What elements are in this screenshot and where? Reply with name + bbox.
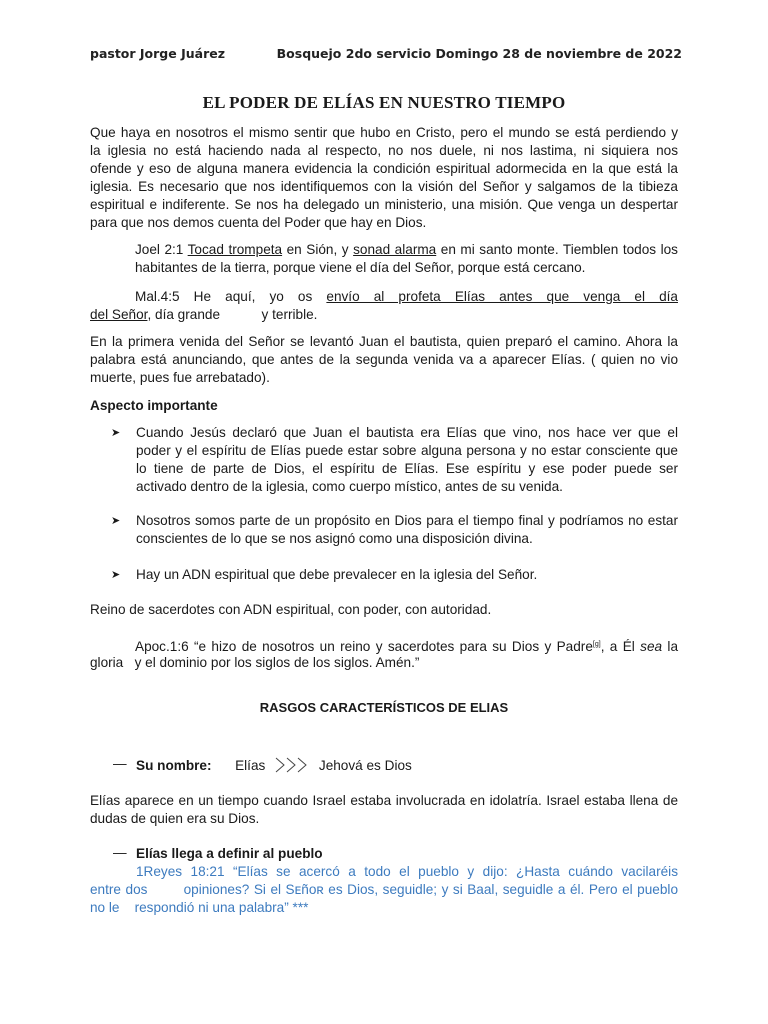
text-line: no le respondió ni una palabra” *** xyxy=(90,900,309,915)
nombre-elias: Elías xyxy=(235,758,266,773)
text-line xyxy=(90,306,678,324)
su-nombre-label: Su nombre: xyxy=(136,758,212,773)
bullet-item-3 xyxy=(136,566,678,584)
underlined-text: del Señor xyxy=(90,307,148,322)
malaquias-quote-line1 xyxy=(135,288,678,306)
verse-reference: Mal.4:5 He aquí, yo os xyxy=(135,289,327,304)
dash-bullet-icon: — xyxy=(113,756,127,771)
text-span: , a Él xyxy=(600,639,641,654)
text-line: Elías aparece en un tiempo cuando Israel estaba involucrada en idolatría. Israel estaba llena de xyxy=(90,793,678,808)
arrow-bullet-icon: ➤ xyxy=(111,515,121,527)
dash-bullet-icon: — xyxy=(113,845,127,860)
text-span: en mi santo monte. Tiemblen todos los xyxy=(436,242,678,257)
reyes-quote-line1 xyxy=(136,863,678,881)
text-line: habitantes de la tierra, porque viene el día del Señor, porque está cercano. xyxy=(135,260,586,275)
text-line: Que haya en nosotros el mismo sentir que hubo en Cristo, pero el mundo se está perdiendo y xyxy=(90,125,678,140)
underlined-text: Tocad trompeta xyxy=(187,242,283,257)
malaquias-quote-line2 xyxy=(90,306,678,324)
text-line: para que nos demos cuenta del Poder que hay en Dios. xyxy=(90,215,427,230)
triple-chevron-icon xyxy=(275,756,309,774)
arrow-bullet-icon: ➤ xyxy=(111,427,121,439)
arrow-bullet-icon: ➤ xyxy=(111,569,121,581)
text-line: poder y el espíritu de Elías puede estar sobre alguna persona y no estar consciente que xyxy=(136,443,678,458)
nombre-significado: Jehová es Dios xyxy=(318,758,412,773)
intro-paragraph xyxy=(90,124,678,232)
text-line: la iglesia no está haciendo nada al respecto, no nos duele, ni nos lastima, ni siquiera nos xyxy=(90,143,678,158)
document-title: EL PODER DE ELÍAS EN NUESTRO TIEMPO xyxy=(202,93,566,112)
apocalipsis-quote-line1 xyxy=(135,636,678,656)
footnote-marker: [g] xyxy=(592,641,601,648)
underlined-text: sonad alarma xyxy=(353,242,437,257)
text-span: la xyxy=(662,639,679,654)
text-line: ofende y eso de alguna manera evidencia la condición espiritual adormecida en la que está la xyxy=(90,161,678,176)
rasgos-heading: RASGOS CARACTERÍSTICOS DE ELIAS xyxy=(259,700,509,715)
text-line: espiritual e indiferente. Se nos ha delegado un ministerio, una misión. Que venga un despertar xyxy=(90,197,678,212)
verse-reference: Joel 2:1 xyxy=(135,242,188,257)
bullet-item-1 xyxy=(136,424,678,496)
text-span: en Sión, y xyxy=(282,242,354,257)
bullet-item-2 xyxy=(136,512,678,548)
define-heading: Elías llega a definir al pueblo xyxy=(136,846,323,861)
text-span: , día grande y terrible. xyxy=(147,307,318,322)
page-header xyxy=(90,46,682,64)
text-line: palabra está anunciando, que antes de la segunda venida va a aparecer Elías. ( quien no vio xyxy=(90,352,678,367)
apocalipsis-quote-line2 xyxy=(90,654,678,672)
text-line: conscientes de lo que se nos asignó como una disposición divina. xyxy=(136,531,533,546)
text-line: 1Reyes 18:21 “Elías se acercó a todo el pueblo y dijo: ¿Hasta cuándo vacilaréis xyxy=(136,864,678,879)
text-line xyxy=(135,288,678,306)
text-line: muerte, pues fue arrebatado). xyxy=(90,370,270,385)
underlined-text: envío al profeta Elías antes que venga el día xyxy=(326,289,678,304)
italic-text: sea xyxy=(640,639,663,654)
text-span: Apoc.1:6 “e hizo de nosotros un reino y sacerdotes para su Dios y Padre xyxy=(135,639,593,654)
reino-paragraph: Reino de sacerdotes con ADN espiritual, con poder, con autoridad. xyxy=(90,602,492,617)
text-line xyxy=(135,636,678,656)
primera-venida-paragraph xyxy=(90,333,678,387)
header-info: Bosquejo 2do servicio Domingo 28 de noviembre de 2022 xyxy=(276,46,682,61)
elias-idolatria-paragraph xyxy=(90,792,678,828)
text-line: gloria y el dominio por los siglos de los siglos. Amén.” xyxy=(90,655,420,670)
text-line: iglesia. Es necesario que nos identifiquemos con la visión del Señor y salgamos de la tibieza xyxy=(90,179,678,194)
text-line: En la primera venida del Señor se levantó Juan el bautista, quien preparó el camino. Ahora la xyxy=(90,334,678,349)
reyes-quote-rest xyxy=(90,881,678,917)
text-line: activado dentro de la iglesia, como cuerpo místico, antes de su venida. xyxy=(136,479,563,494)
text-line: Hay un ADN espiritual que debe prevalecer en la iglesia del Señor. xyxy=(136,567,538,582)
header-author: pastor Jorge Juárez xyxy=(90,46,225,61)
text-line: lo tiene de parte de Dios, el espíritu de Elías. Ese espíritu y ese poder puede ser xyxy=(136,461,678,476)
text-line: Nosotros somos parte de un propósito en Dios para el tiempo final y podríamos no estar xyxy=(136,513,678,528)
su-nombre-row xyxy=(136,756,676,775)
text-line xyxy=(135,241,678,259)
joel-quote xyxy=(135,241,678,277)
aspecto-heading: Aspecto importante xyxy=(90,398,218,413)
text-line: Cuando Jesús declaró que Juan el bautista era Elías que vino, nos hace ver que el xyxy=(136,425,678,440)
text-line: dudas de quien era su Dios. xyxy=(90,811,260,826)
text-line: entre dos opiniones? Si el Sᴇñᴏʀ es Dios, seguidle; y si Baal, seguidle a él. Pero el pueblo xyxy=(90,882,678,897)
